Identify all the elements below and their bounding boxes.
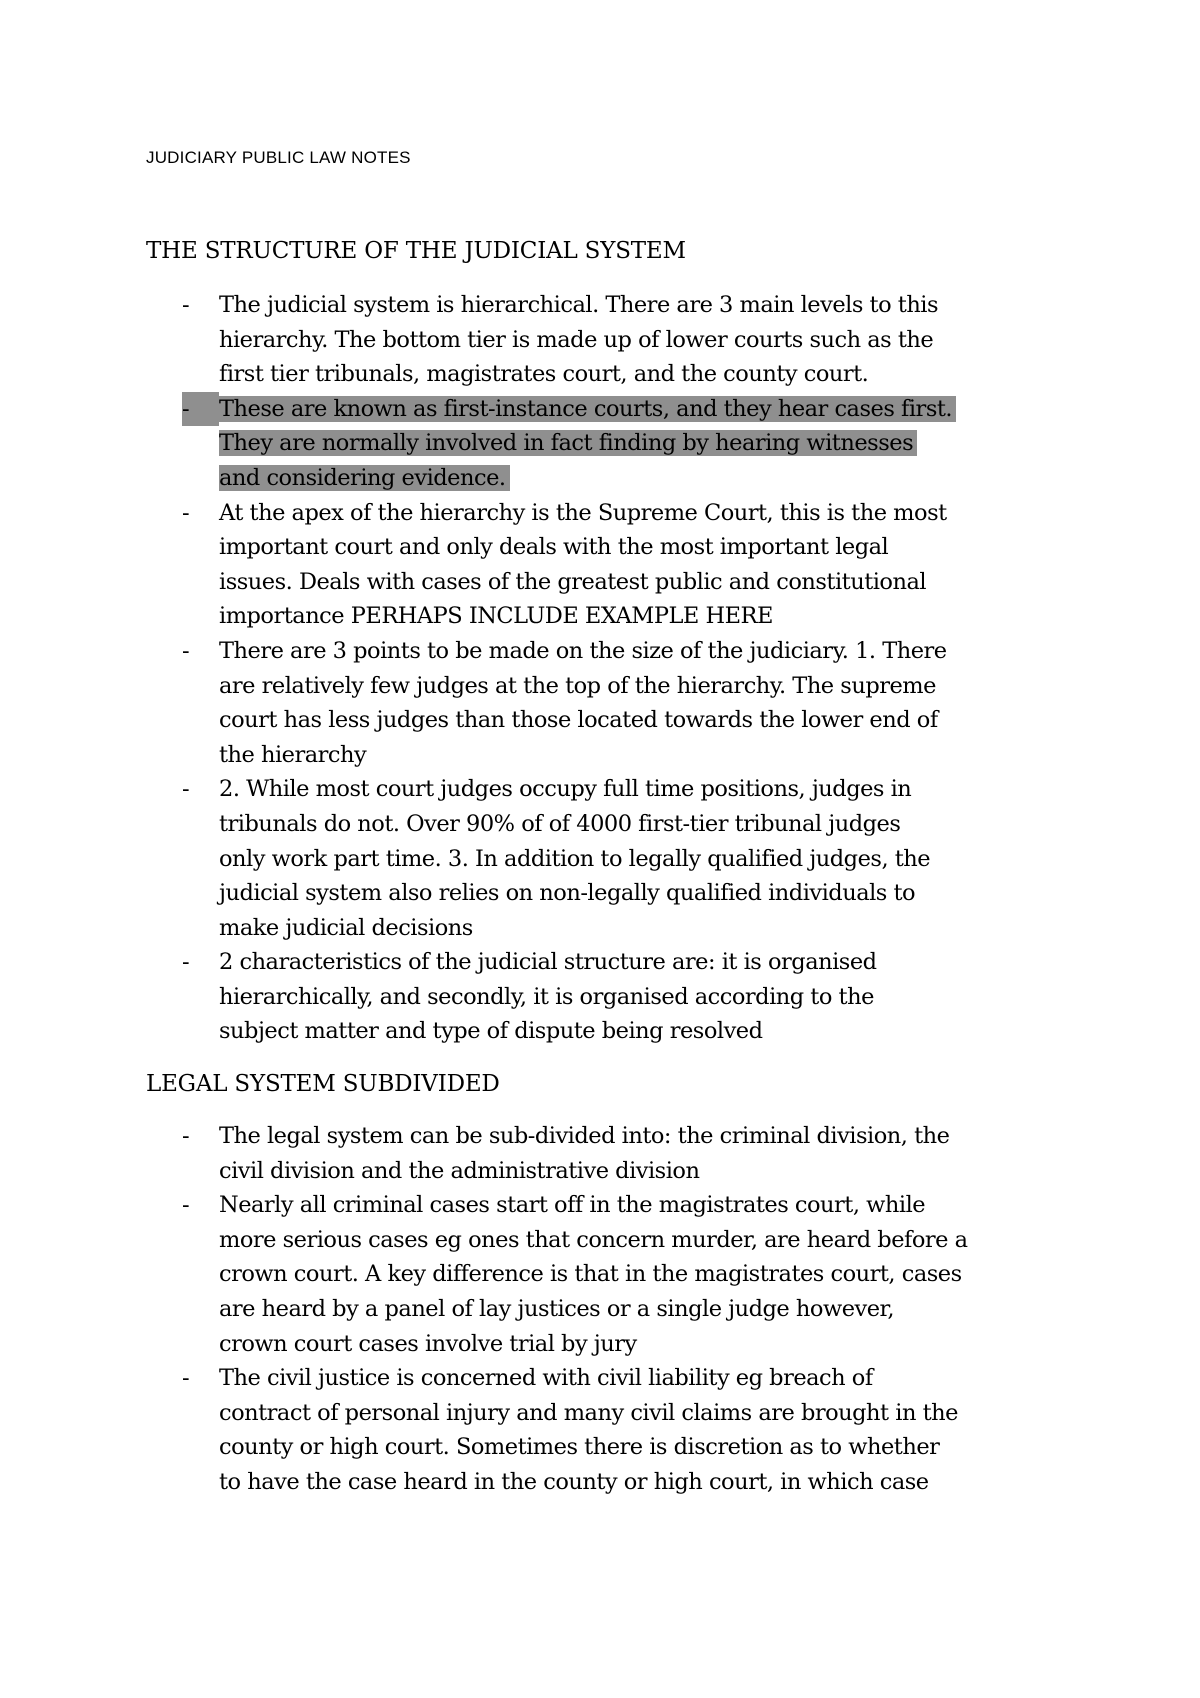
text-line: are heard by a panel of lay justices or a single judge however,: [219, 1295, 894, 1322]
text-line: civil division and the administrative division: [219, 1157, 700, 1184]
text-line: first tier tribunals, magistrates court, and the county court.: [219, 361, 869, 388]
list-item: [182, 1119, 1082, 1188]
text-line: importance PERHAPS INCLUDE EXAMPLE HERE: [219, 603, 773, 630]
text-line: are relatively few judges at the top of the hierarchy. The supreme: [219, 672, 936, 699]
text-line: There are 3 points to be made on the size of the judiciary. 1. There: [219, 637, 947, 664]
text-line: [219, 426, 1082, 461]
text-line: hierarchically, and secondly, it is organised according to the: [219, 983, 874, 1010]
text-line: [219, 461, 1082, 496]
text-line: The judicial system is hierarchical. There are 3 main levels to this: [219, 292, 939, 318]
text-line: only work part time. 3. In addition to legally qualified judges, the: [219, 845, 931, 872]
text-line: Nearly all criminal cases start off in the magistrates court, while: [219, 1192, 926, 1219]
text-line: to have the case heard in the county or high court, in which case: [219, 1468, 929, 1495]
list-item: [182, 1188, 1082, 1361]
list-item: [182, 634, 1082, 772]
bullet-dash: -: [182, 637, 190, 664]
bullet-dash: -: [182, 776, 190, 803]
bullet-dash: -: [182, 1192, 190, 1219]
highlighted-text: These are known as first-instance courts, and they hear cases first.: [219, 396, 956, 422]
text-line: 2. While most court judges occupy full time positions, judges in: [219, 776, 912, 803]
bullet-dash: -: [182, 499, 190, 526]
section-heading-structure: THE STRUCTURE OF THE JUDICIAL SYSTEM: [146, 238, 686, 264]
list-item: [182, 288, 1082, 392]
text-line: the hierarchy: [219, 741, 367, 768]
text-line: make judicial decisions: [219, 914, 473, 941]
text-line: The civil justice is concerned with civil liability eg breach of: [219, 1365, 873, 1392]
text-line: [219, 392, 1082, 427]
list-item-highlighted: [182, 392, 1082, 496]
bullet-dash: -: [182, 292, 190, 318]
bullet-dash: -: [182, 1365, 190, 1392]
highlighted-text: They are normally involved in fact finding by hearing witnesses: [219, 430, 917, 456]
text-line: crown court. A key difference is that in the magistrates court, cases: [219, 1261, 962, 1288]
highlighted-text: and considering evidence.: [219, 465, 510, 491]
bullet-dash: -: [182, 392, 219, 427]
text-line: court has less judges than those located towards the lower end of: [219, 707, 938, 734]
text-line: issues. Deals with cases of the greatest public and constitutional: [219, 568, 927, 595]
text-line: contract of personal injury and many civil claims are brought in the: [219, 1399, 958, 1426]
text-line: subject matter and type of dispute being resolved: [219, 1018, 763, 1045]
list-item: [182, 496, 1082, 634]
text-line: 2 characteristics of the judicial structure are: it is organised: [219, 949, 877, 976]
text-line: hierarchy. The bottom tier is made up of lower courts such as the: [219, 326, 934, 353]
section-heading-legal-system: LEGAL SYSTEM SUBDIVIDED: [146, 1071, 500, 1097]
text-line: important court and only deals with the most important legal: [219, 534, 889, 561]
bullet-dash: -: [182, 949, 190, 976]
bullet-list-structure: [182, 288, 1082, 1049]
text-line: judicial system also relies on non-legally qualified individuals to: [219, 880, 916, 907]
text-line: crown court cases involve trial by jury: [219, 1330, 637, 1357]
list-item: [182, 772, 1082, 945]
text-line: tribunals do not. Over 90% of of 4000 first-tier tribunal judges: [219, 810, 901, 837]
text-line: At the apex of the hierarchy is the Supreme Court, this is the most: [219, 499, 947, 526]
bullet-dash: -: [182, 1123, 190, 1149]
list-item: [182, 945, 1082, 1049]
text-line: county or high court. Sometimes there is discretion as to whether: [219, 1434, 940, 1461]
list-item: [182, 1361, 1082, 1499]
text-line: The legal system can be sub-divided into: the criminal division, the: [219, 1123, 950, 1149]
text-line: more serious cases eg ones that concern murder, are heard before a: [219, 1226, 968, 1253]
bullet-list-legal-system: [182, 1119, 1082, 1500]
document-header: JUDICIARY PUBLIC LAW NOTES: [146, 148, 411, 167]
